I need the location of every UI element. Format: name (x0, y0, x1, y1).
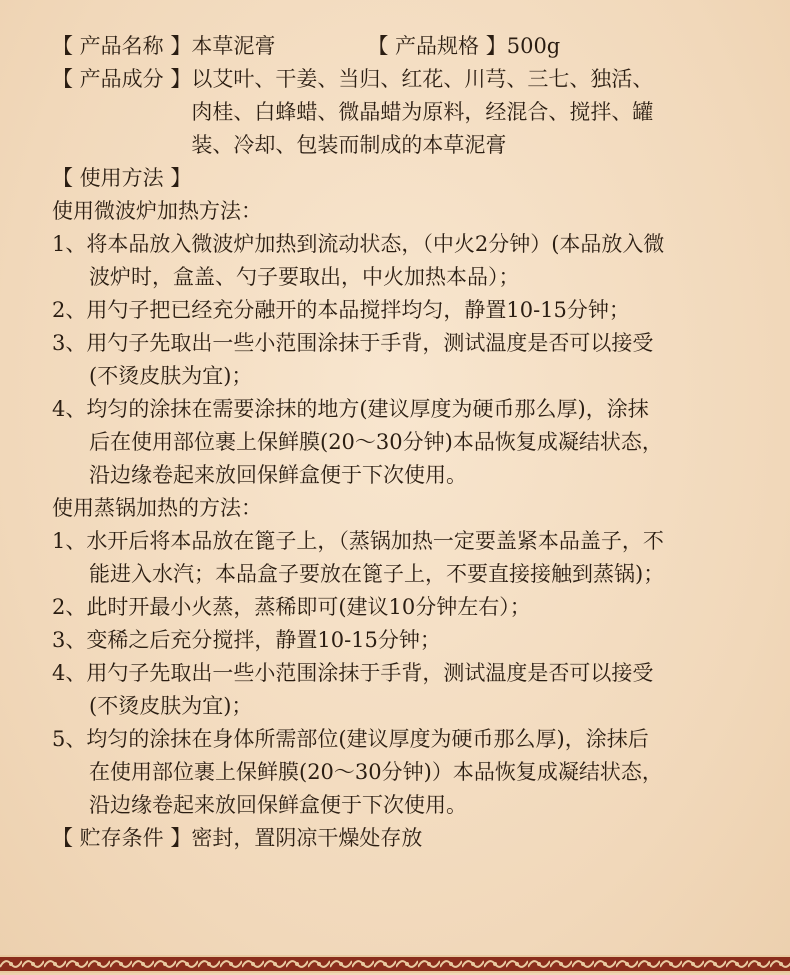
steam-step-5-cont: 在使用部位裹上保鲜膜(20～30分钟)）本品恢复成凝结状态， (89, 760, 663, 784)
steam-step-4: 4、用勺子先取出一些小范围涂抹于手背，测试温度是否可以接受 (52, 661, 654, 685)
steam-step-5-cont2: 沿边缘卷起来放回保鲜盒便于下次使用。 (89, 793, 467, 817)
ingredients-label: 【 产品成分 】 (52, 67, 192, 91)
microwave-step-3: 3、用勺子先取出一些小范围涂抹于手背，测试温度是否可以接受 (52, 331, 654, 355)
steam-step-1: 1、水开后将本品放在篦子上，（蒸锅加热一定要盖紧本品盖子，不 (52, 529, 664, 553)
microwave-title: 使用微波炉加热方法： (52, 199, 262, 223)
product-name-label: 【 产品名称 】 (52, 34, 192, 58)
microwave-step-1: 1、将本品放入微波炉加热到流动状态，（中火2分钟）(本品放入微 (52, 232, 665, 256)
microwave-steps (52, 228, 752, 492)
steam-step-5: 5、均匀的涂抹在身体所需部位(建议厚度为硬币那么厚)，涂抹后 (52, 727, 649, 751)
product-spec-label: 【 产品规格 】 (367, 34, 507, 58)
storage-label: 【 贮存条件 】 (52, 826, 192, 850)
product-spec-value: 500g (506, 34, 561, 58)
product-name-value: 本草泥膏 (191, 34, 276, 58)
microwave-step-4: 4、均匀的涂抹在需要涂抹的地方(建议厚度为硬币那么厚)，涂抹 (52, 397, 649, 421)
ingredients-row (52, 63, 752, 162)
decorative-border (0, 955, 790, 973)
ingredients-line: 以艾叶、干姜、当归、红花、川芎、三七、独活、 (191, 67, 654, 91)
ingredients-text (191, 63, 653, 162)
microwave-step-2: 2、用勺子把已经充分融开的本品搅拌均匀，静置10-15分钟； (52, 298, 630, 322)
steam-step-1-cont: 能进入水汽；本品盒子要放在篦子上，不要直接接触到蒸锅)； (89, 562, 665, 586)
microwave-step-4-cont2: 沿边缘卷起来放回保鲜盒便于下次使用。 (89, 463, 467, 487)
product-document (52, 30, 752, 855)
storage-row (52, 822, 752, 855)
microwave-step-1-cont: 波炉时，盒盖、勺子要取出，中火加热本品）； (89, 265, 520, 289)
steam-step-3: 3、变稀之后充分搅拌，静置10-15分钟； (52, 628, 441, 652)
steam-step-4-cont: (不烫皮肤为宜)； (89, 694, 253, 718)
wave-scroll-border-icon (0, 955, 790, 973)
ingredients-line: 装、冷却、包装而制成的本草泥膏 (191, 133, 507, 157)
storage-value: 密封，置阴凉干燥处存放 (191, 826, 423, 850)
microwave-step-3-cont: (不烫皮肤为宜)； (89, 364, 253, 388)
steam-step-2: 2、此时开最小火蒸，蒸稀即可(建议10分钟左右）； (52, 595, 531, 619)
microwave-step-4-cont: 后在使用部位裹上保鲜膜(20～30分钟)本品恢复成凝结状态， (89, 430, 663, 454)
steam-title: 使用蒸锅加热的方法： (52, 496, 262, 520)
ingredients-line: 肉桂、白蜂蜡、微晶蜡为原料，经混合、搅拌、罐 (191, 100, 654, 124)
product-name-spec-row (52, 30, 752, 63)
steam-steps (52, 525, 752, 822)
usage-title: 【 使用方法 】 (52, 166, 192, 190)
